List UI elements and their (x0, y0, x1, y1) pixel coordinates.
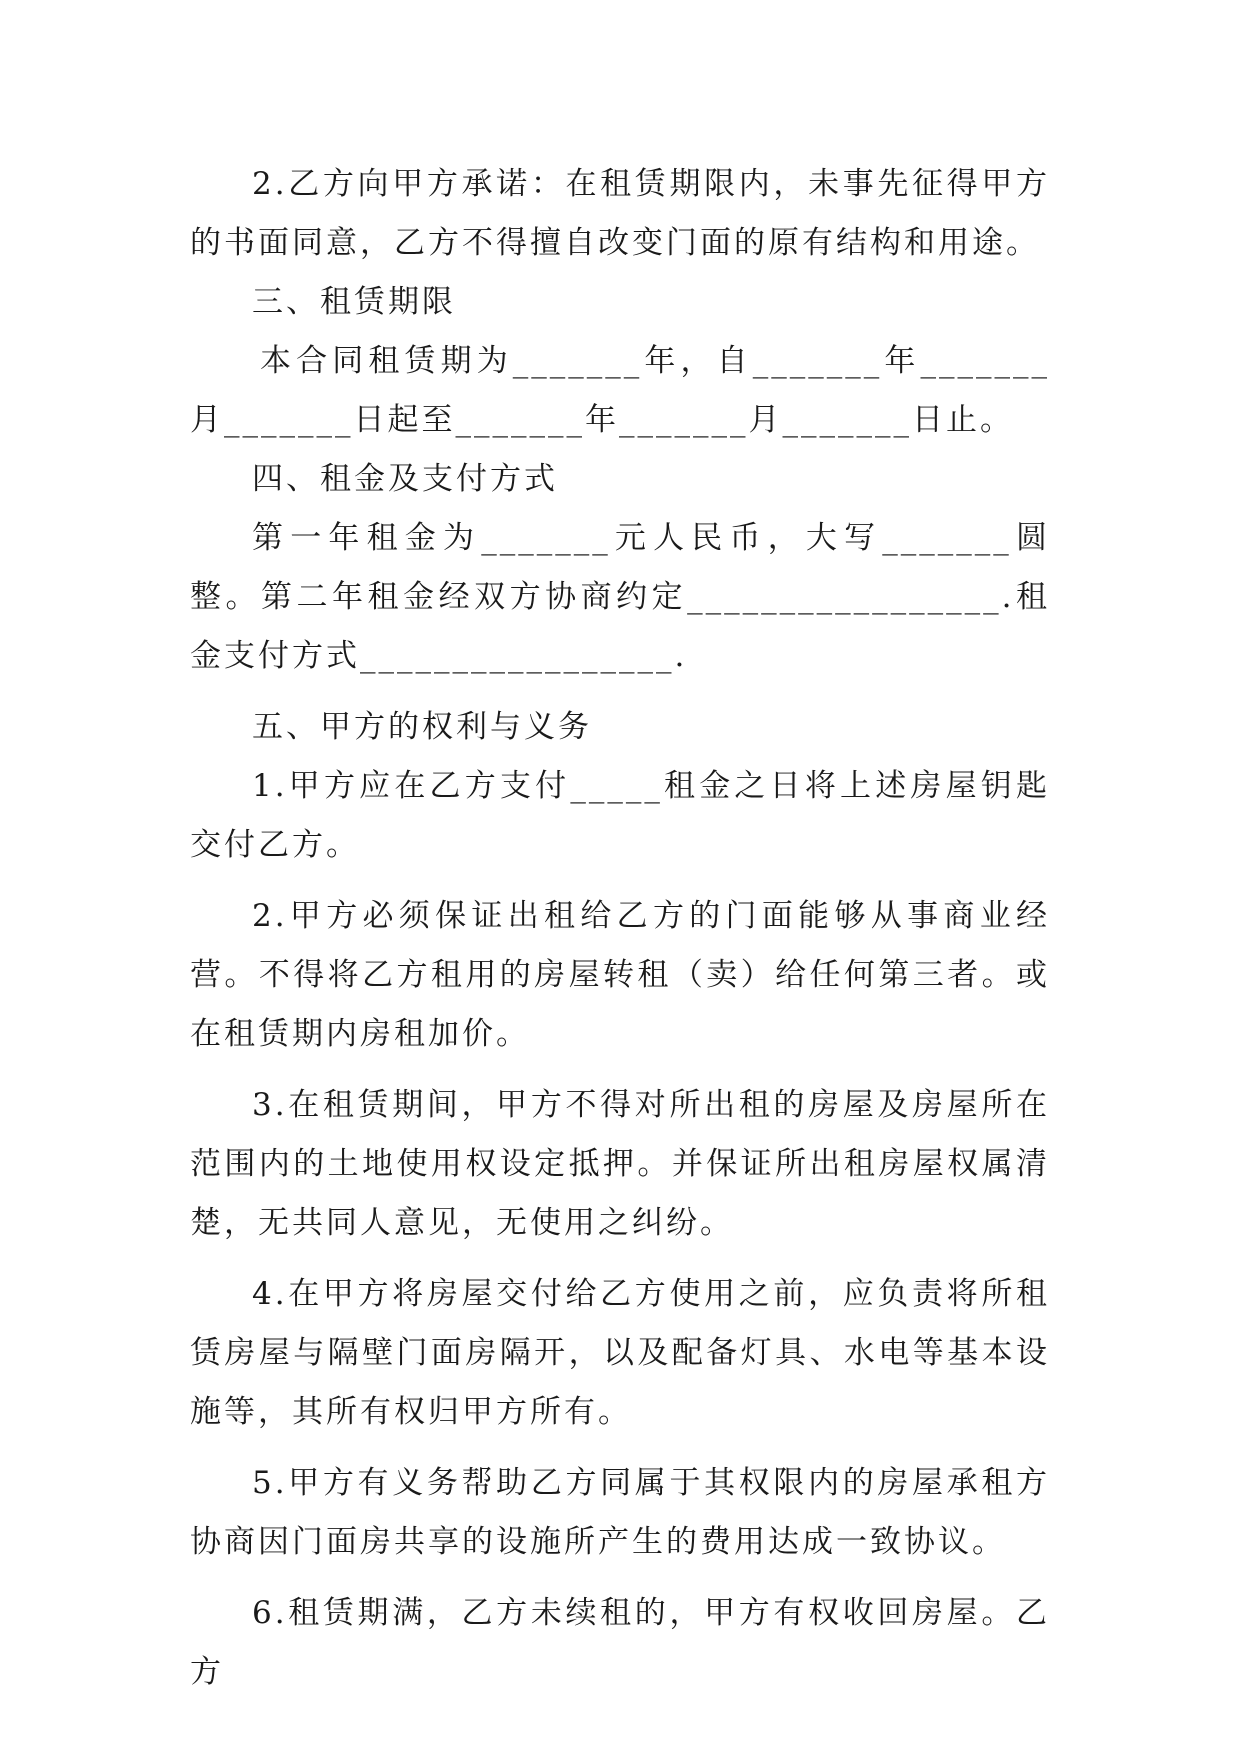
landlord-clause-2: 2.甲方必须保证出租给乙方的门面能够从事商业经营。不得将乙方租用的房屋转租（卖）给任何第三者。或在租赁期内房租加价。 (190, 898, 1050, 1052)
rent-paragraph: 第一年租金为_______元人民币，大写_______圆整。第二年租金经双方协商约定_________________.租金支付方式_________________. (190, 520, 1050, 674)
landlord-clause-6: 6.租赁期满，乙方未续租的，甲方有权收回房屋。乙方 (190, 1595, 1050, 1690)
lease-term-paragraph: 本合同租赁期为_______年，自_______年_______月_______日起至_______年_______月_______日止。 (190, 343, 1050, 438)
document-body (190, 155, 1050, 1702)
landlord-clause-1: 1.甲方应在乙方支付_____租金之日将上述房屋钥匙交付乙方。 (190, 768, 1050, 863)
clause-2-tenant-promise: 2.乙方向甲方承诺：在租赁期限内，未事先征得甲方的书面同意，乙方不得擅自改变门面的原有结构和用途。 (190, 166, 1050, 261)
landlord-clause-3: 3.在租赁期间，甲方不得对所出租的房屋及房屋所在范围内的土地使用权设定抵押。并保证所出租房屋权属清楚，无共同人意见，无使用之纠纷。 (190, 1087, 1050, 1241)
section-heading-landlord-rights: 五、甲方的权利与义务 (252, 709, 592, 745)
section-heading-rent-payment: 四、租金及支付方式 (252, 461, 558, 497)
landlord-clause-5: 5.甲方有义务帮助乙方同属于其权限内的房屋承租方协商因门面房共享的设施所产生的费用达成一致协议。 (190, 1465, 1050, 1560)
landlord-clause-4: 4.在甲方将房屋交付给乙方使用之前，应负责将所租赁房屋与隔壁门面房隔开，以及配备灯具、水电等基本设施等，其所有权归甲方所有。 (190, 1276, 1050, 1430)
section-heading-lease-term: 三、租赁期限 (252, 284, 456, 320)
